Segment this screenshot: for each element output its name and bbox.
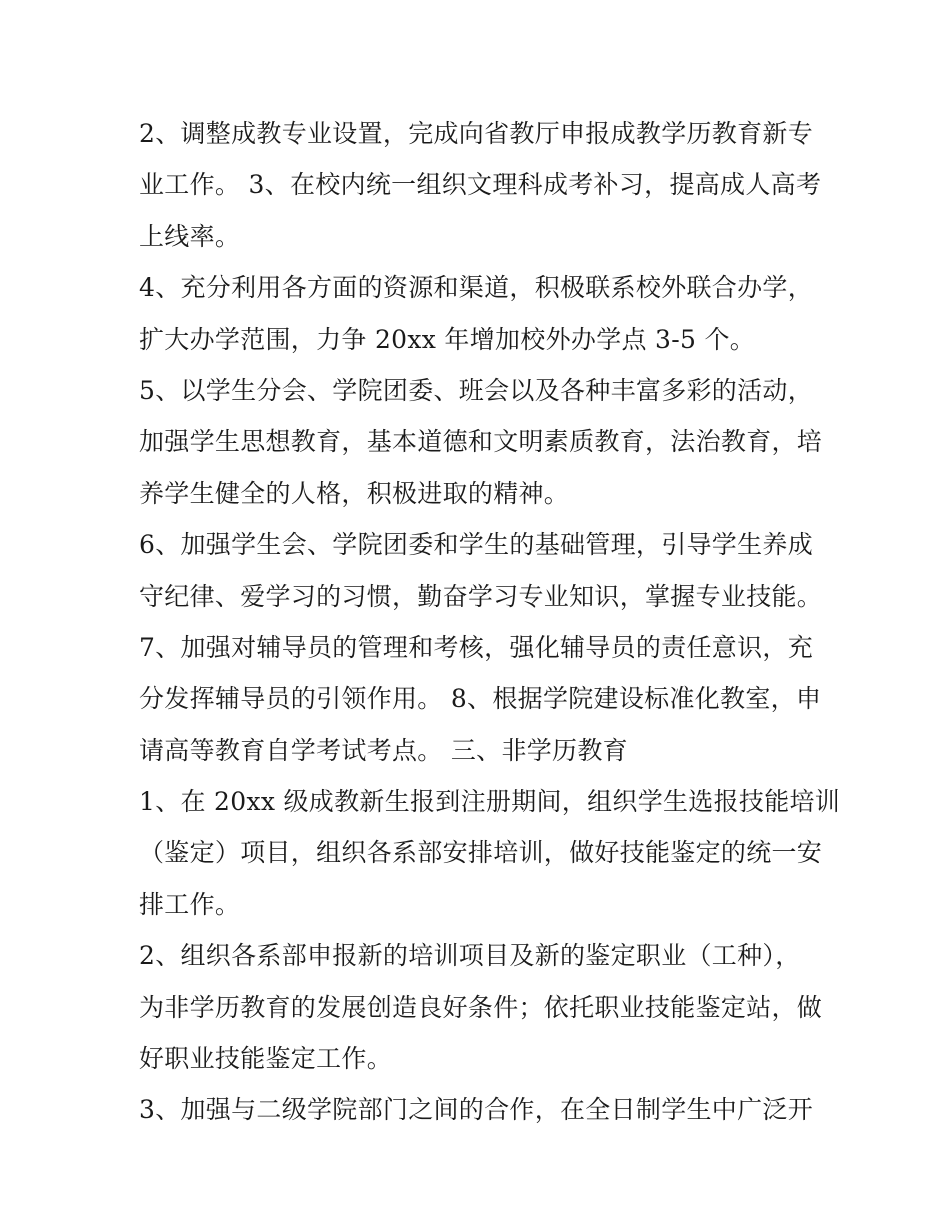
- text-line: 守纪律、爱学习的习惯，勤奋学习专业知识，掌握专业技能。: [139, 581, 823, 611]
- text-line: 4、充分利用各方面的资源和渠道，积极联系校外联合办学，: [139, 273, 814, 303]
- text-line: 为非学历教育的发展创造良好条件；依托职业技能鉴定站，做: [139, 992, 823, 1022]
- text-line: 2、组织各系部申报新的培训项目及新的鉴定职业（工种），: [139, 941, 801, 971]
- text-line: 2、调整成教专业设置，完成向省教厅申报成教学历教育新专: [139, 119, 814, 148]
- text-line: 养学生健全的人格，积极进取的精神。: [139, 478, 570, 508]
- document-body: [139, 108, 841, 1136]
- text-line: 请高等教育自学考试考点。 三、非学历教育: [139, 735, 628, 765]
- text-line: 好职业技能鉴定工作。: [139, 1044, 393, 1074]
- text-line: 分发挥辅导员的引领作用。 8、根据学院建设标准化教室，申: [139, 684, 822, 714]
- text-line: 业工作。 3、在校内统一组织文理科成考补习，提高成人高考: [139, 170, 822, 200]
- text-line: 3、加强与二级学院部门之间的合作，在全日制学生中广泛开: [139, 1095, 814, 1125]
- text-line: 6、加强学生会、学院团委和学生的基础管理，引导学生养成: [139, 530, 814, 560]
- text-line: 7、加强对辅导员的管理和考核，强化辅导员的责任意识，充: [139, 632, 814, 662]
- text-line: 排工作。: [139, 889, 241, 919]
- text-line: （鉴定）项目，组织各系部安排培训，做好技能鉴定的统一安: [139, 838, 823, 868]
- text-line: 扩大办学范围，力争 20xx 年增加校外办学点 3-5 个。: [139, 324, 756, 354]
- text-line: 1、在 20xx 级成教新生报到注册期间，组织学生选报技能培训: [139, 787, 841, 817]
- text-line: 上线率。: [139, 221, 241, 251]
- text-line: 5、以学生分会、学院团委、班会以及各种丰富多彩的活动，: [139, 375, 814, 405]
- text-line: 加强学生思想教育，基本道德和文明素质教育，法治教育，培: [139, 427, 823, 457]
